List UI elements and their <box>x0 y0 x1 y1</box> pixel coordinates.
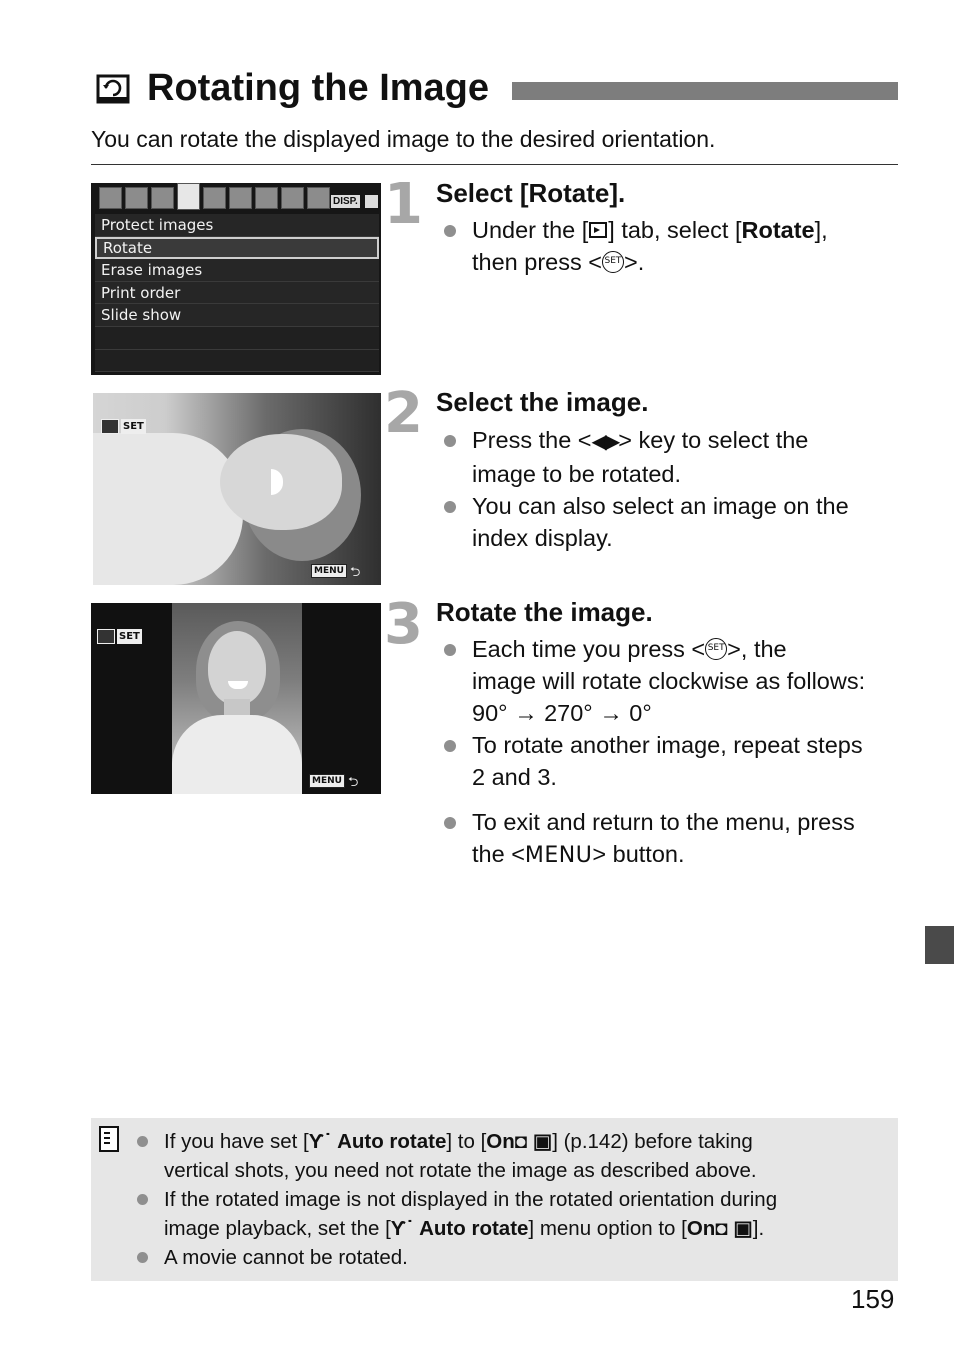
grid-icon <box>365 195 378 208</box>
header-bar <box>512 82 898 100</box>
step-number: 3 <box>384 592 423 657</box>
rotate-image-icon <box>96 72 130 106</box>
step-title: Select [Rotate]. <box>436 178 626 208</box>
menu-item-selected: Rotate <box>95 237 379 260</box>
instruction: Each time you press < SET >, the image will rotate clockwise as follows: 90° → 270° → 0° <box>436 633 898 729</box>
menu-return-indicator <box>309 774 358 788</box>
instruction: Under the [ ] tab, select [Rotate], then press < SET >. <box>436 214 898 278</box>
note-item: If you have set [Ƴ˙ Auto rotate] to [On◘ ▣] (p.142) before taking vertical shots, you need not rotate the image as described above. <box>135 1127 885 1185</box>
note-item: If the rotated image is not displayed in the rotated orientation during image playback, set the [Ƴ˙ Auto rotate] menu option to [On◘ ▣]. <box>135 1185 885 1243</box>
menu-return-indicator <box>311 564 360 578</box>
section-header <box>91 64 898 114</box>
rotate-set-indicator <box>101 419 146 434</box>
step-title: Rotate the image. <box>436 597 653 627</box>
photo-subject-face <box>208 631 266 705</box>
rotate-set-indicator <box>97 629 142 644</box>
camera-icon: ◘ <box>715 1217 728 1240</box>
playback-image-portrait <box>91 603 381 794</box>
set-button-icon: SET <box>705 638 727 660</box>
note-item: A movie cannot be rotated. <box>135 1243 885 1272</box>
menu-item: Erase images <box>95 259 379 282</box>
photo-subject-body <box>172 715 302 794</box>
divider <box>91 164 898 165</box>
playback-image-landscape <box>93 393 381 585</box>
rotated-photo <box>172 603 302 794</box>
menu-item: Protect images <box>95 214 379 237</box>
setup-wrench-icon: Ƴ˙ <box>308 1130 332 1153</box>
note-list <box>135 1127 885 1272</box>
set-button-icon: SET <box>602 251 624 273</box>
shooting-tab-icon <box>151 187 174 209</box>
instruction: To exit and return to the menu, press the <MENU> button. <box>436 806 898 872</box>
playback-tab-icon <box>203 187 226 209</box>
menu-item-empty <box>95 350 379 373</box>
camera-icon: ◘ <box>514 1130 528 1153</box>
menu-tabs <box>99 187 330 211</box>
menu-item: Print order <box>95 282 379 305</box>
note-icon <box>99 1126 119 1152</box>
step-1-instructions <box>436 214 898 278</box>
step-3-instructions <box>436 633 898 872</box>
set-label: SET <box>119 631 140 642</box>
setup-tab-icon <box>281 187 304 209</box>
menu-item-empty <box>95 327 379 350</box>
instruction: You can also select an image on the index display. <box>436 490 898 554</box>
setup-wrench-icon: Ƴ˙ <box>390 1217 414 1240</box>
playback-tab-icon <box>589 222 607 238</box>
step-number: 1 <box>384 172 423 237</box>
step-number: 2 <box>384 381 423 446</box>
note-box <box>91 1118 898 1281</box>
photo-subject-body <box>93 433 243 585</box>
page-title: Rotating the Image <box>147 67 490 109</box>
step-2-instructions <box>436 424 898 554</box>
playback-tab-icon <box>177 183 200 210</box>
menu-label: MENU <box>309 774 345 788</box>
monitor-icon: ▣ <box>733 1217 753 1240</box>
disp-label: DISP. <box>333 196 358 207</box>
menu-label: MENU <box>311 564 347 578</box>
instruction: To rotate another image, repeat steps 2 and 3. <box>436 729 898 793</box>
monitor-icon: ▣ <box>532 1130 553 1153</box>
setup-tab-icon <box>255 187 278 209</box>
shooting-tab-icon <box>125 187 148 209</box>
my-menu-star-icon <box>307 187 330 209</box>
shooting-tab-icon <box>99 187 122 209</box>
left-right-arrow-key-icon: ◀▶ <box>591 431 619 453</box>
setup-tab-icon <box>229 187 252 209</box>
set-label: SET <box>123 421 144 432</box>
intro-text: You can rotate the displayed image to the desired orientation. <box>91 126 716 152</box>
page-number: 159 <box>851 1284 895 1314</box>
rotate-icon <box>97 629 115 644</box>
step-title: Select the image. <box>436 387 649 417</box>
menu-button-label: MENU <box>524 843 593 868</box>
return-arrow-icon: ⮌ <box>347 773 359 789</box>
menu-item: Slide show <box>95 304 379 327</box>
chapter-tab <box>925 926 954 964</box>
camera-menu-screen <box>91 183 381 375</box>
rotate-icon <box>101 419 119 434</box>
instruction: Press the <◀▶> key to select the image to be rotated. <box>436 424 898 490</box>
menu-list <box>95 214 379 372</box>
return-arrow-icon: ⮌ <box>349 563 361 579</box>
